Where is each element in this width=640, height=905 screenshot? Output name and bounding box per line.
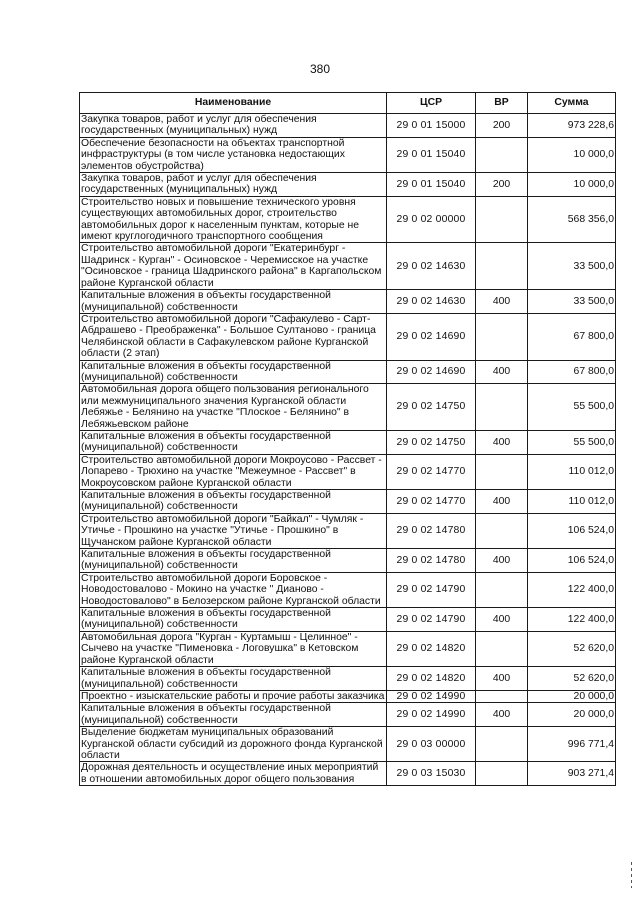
row-csr: 29 0 02 14990	[387, 690, 476, 702]
row-sum: 52 620,0	[528, 631, 616, 666]
row-vr: 200	[476, 173, 528, 197]
row-vr: 400	[476, 549, 528, 573]
row-csr: 29 0 01 15040	[387, 137, 476, 172]
row-csr: 29 0 02 14630	[387, 290, 476, 314]
row-name: Капитальные вложения в объекты государственной (муниципальной) собственности	[80, 667, 387, 691]
row-vr: 200	[476, 114, 528, 138]
row-sum: 52 620,0	[528, 667, 616, 691]
row-name: Обеспечение безопасности на объектах транспортной инфраструктуры (в том числе установка недостающих элементов обустройства)	[80, 137, 387, 172]
row-vr	[476, 690, 528, 702]
row-name: Строительство новых и повышение технического уровня существующих автомобильных дорог, строительство автомобильных дорог к населенным пунктам, которые не имеют круглогодичного транспортного сообщения	[80, 196, 387, 243]
row-csr: 29 0 01 15040	[387, 173, 476, 197]
row-csr: 29 0 02 14770	[387, 490, 476, 514]
row-csr: 29 0 02 14820	[387, 667, 476, 691]
row-csr: 29 0 02 14790	[387, 608, 476, 632]
row-vr	[476, 196, 528, 243]
row-sum: 973 228,6	[528, 114, 616, 138]
column-header-csr: ЦСР	[387, 93, 476, 114]
row-name: Капитальные вложения в объекты государственной (муниципальной) собственности	[80, 490, 387, 514]
row-csr: 29 0 02 14690	[387, 313, 476, 360]
row-vr	[476, 631, 528, 666]
column-header-vr: ВР	[476, 93, 528, 114]
column-header-sum: Сумма	[528, 93, 616, 114]
row-vr	[476, 243, 528, 290]
row-name: Капитальные вложения в объекты государственной (муниципальной) собственности	[80, 549, 387, 573]
table-row	[80, 430, 616, 454]
table-row	[80, 513, 616, 548]
row-csr: 29 0 02 14820	[387, 631, 476, 666]
row-sum: 122 400,0	[528, 572, 616, 607]
row-vr	[476, 727, 528, 762]
row-vr	[476, 572, 528, 607]
row-sum: 55 500,0	[528, 430, 616, 454]
row-sum: 903 271,4	[528, 762, 616, 786]
row-sum: 20 000,0	[528, 690, 616, 702]
row-name: Закупка товаров, работ и услуг для обеспечения государственных (муниципальных) нужд	[80, 114, 387, 138]
row-name: Проектно - изыскательские работы и прочие работы заказчика	[80, 690, 387, 702]
table-header-row	[80, 93, 616, 114]
table-row	[80, 667, 616, 691]
row-sum: 106 524,0	[528, 513, 616, 548]
row-vr	[476, 454, 528, 489]
row-name: Строительство автомобильной дороги "Екатеринбург - Шадринск - Курган" - Осиновское - Черемисское на участке "Осиновское - граница Шадринского района" в Каргапольском районе Курганской области	[80, 243, 387, 290]
row-vr: 400	[476, 290, 528, 314]
row-vr	[476, 513, 528, 548]
row-vr	[476, 137, 528, 172]
budget-table	[79, 92, 616, 786]
table-row	[80, 762, 616, 786]
row-name: Автомобильная дорога общего пользования регионального или межмуниципального значения Курганской области Лебяжье - Белянино на участке "Плоское - Белянино" в Лебяжьевском районе	[80, 384, 387, 431]
table-row	[80, 490, 616, 514]
table-row	[80, 290, 616, 314]
row-vr	[476, 313, 528, 360]
table-row	[80, 114, 616, 138]
row-vr: 400	[476, 703, 528, 727]
table-row	[80, 727, 616, 762]
row-csr: 29 0 02 14780	[387, 549, 476, 573]
row-csr: 29 0 02 14690	[387, 360, 476, 384]
row-csr: 29 0 02 00000	[387, 196, 476, 243]
table-row	[80, 549, 616, 573]
table-row	[80, 137, 616, 172]
table-row	[80, 690, 616, 702]
row-sum: 10 000,0	[528, 173, 616, 197]
row-name: Строительство автомобильной дороги "Байкал" - Чумляк - Утичье - Прошкино на участке "Утичье - Прошкино" в Щучанском районе Курганской области	[80, 513, 387, 548]
row-name: Закупка товаров, работ и услуг для обеспечения государственных (муниципальных) нужд	[80, 173, 387, 197]
table-row	[80, 703, 616, 727]
table-row	[80, 384, 616, 431]
row-sum: 55 500,0	[528, 384, 616, 431]
row-sum: 568 356,0	[528, 196, 616, 243]
row-sum: 110 012,0	[528, 490, 616, 514]
row-sum: 33 500,0	[528, 243, 616, 290]
row-sum: 996 771,4	[528, 727, 616, 762]
row-sum: 122 400,0	[528, 608, 616, 632]
row-sum: 67 800,0	[528, 360, 616, 384]
row-csr: 29 0 02 14990	[387, 703, 476, 727]
row-csr: 29 0 02 14630	[387, 243, 476, 290]
table-row	[80, 360, 616, 384]
row-csr: 29 0 02 14750	[387, 384, 476, 431]
page-number: 380	[309, 62, 331, 76]
row-vr	[476, 384, 528, 431]
row-name: Выделение бюджетам муниципальных образований Курганской области субсидий из дорожного фонда Курганской области	[80, 727, 387, 762]
table-row	[80, 173, 616, 197]
row-name: Капитальные вложения в объекты государственной (муниципальной) собственности	[80, 608, 387, 632]
row-sum: 33 500,0	[528, 290, 616, 314]
row-vr: 400	[476, 360, 528, 384]
row-vr: 400	[476, 667, 528, 691]
table-row	[80, 196, 616, 243]
row-sum: 110 012,0	[528, 454, 616, 489]
row-vr	[476, 762, 528, 786]
page-edge-mark	[631, 862, 632, 888]
table-row	[80, 313, 616, 360]
row-name: Капитальные вложения в объекты государственной (муниципальной) собственности	[80, 430, 387, 454]
table-row	[80, 454, 616, 489]
row-name: Строительство автомобильной дороги "Сафакулево - Сарт-Абдрашево - Преображенка" - Большое Султаново - граница Челябинской области в Сафакулевском районе Курганской области (2 этап)	[80, 313, 387, 360]
row-name: Автомобильная дорога "Курган - Куртамыш - Целинное" - Сычево на участке "Пименовка - Логовушка" в Кетовском районе Курганской области	[80, 631, 387, 666]
row-sum: 67 800,0	[528, 313, 616, 360]
row-csr: 29 0 02 14770	[387, 454, 476, 489]
row-vr: 400	[476, 430, 528, 454]
row-vr: 400	[476, 608, 528, 632]
column-header-name: Наименование	[80, 93, 387, 114]
table-row	[80, 243, 616, 290]
row-sum: 20 000,0	[528, 703, 616, 727]
row-name: Дорожная деятельность и осуществление иных мероприятий в отношении автомобильных дорог общего пользования	[80, 762, 387, 786]
row-csr: 29 0 03 00000	[387, 727, 476, 762]
row-vr: 400	[476, 490, 528, 514]
table-row	[80, 572, 616, 607]
row-name: Строительство автомобильной дороги Боровское - Новодостовалово - Мокино на участке " Дианово - Новодостовалово" в Белозерском районе Курганской области	[80, 572, 387, 607]
row-csr: 29 0 02 14750	[387, 430, 476, 454]
row-name: Строительство автомобильной дороги Мокроусово - Рассвет - Лопарево - Трюхино на участке "Межеумное - Рассвет" в Мокроусовском районе Курганской области	[80, 454, 387, 489]
row-csr: 29 0 01 15000	[387, 114, 476, 138]
row-name: Капитальные вложения в объекты государственной (муниципальной) собственности	[80, 290, 387, 314]
row-csr: 29 0 02 14790	[387, 572, 476, 607]
row-name: Капитальные вложения в объекты государственной (муниципальной) собственности	[80, 360, 387, 384]
table-row	[80, 608, 616, 632]
row-sum: 106 524,0	[528, 549, 616, 573]
row-csr: 29 0 03 15030	[387, 762, 476, 786]
row-sum: 10 000,0	[528, 137, 616, 172]
row-csr: 29 0 02 14780	[387, 513, 476, 548]
table-row	[80, 631, 616, 666]
row-name: Капитальные вложения в объекты государственной (муниципальной) собственности	[80, 703, 387, 727]
